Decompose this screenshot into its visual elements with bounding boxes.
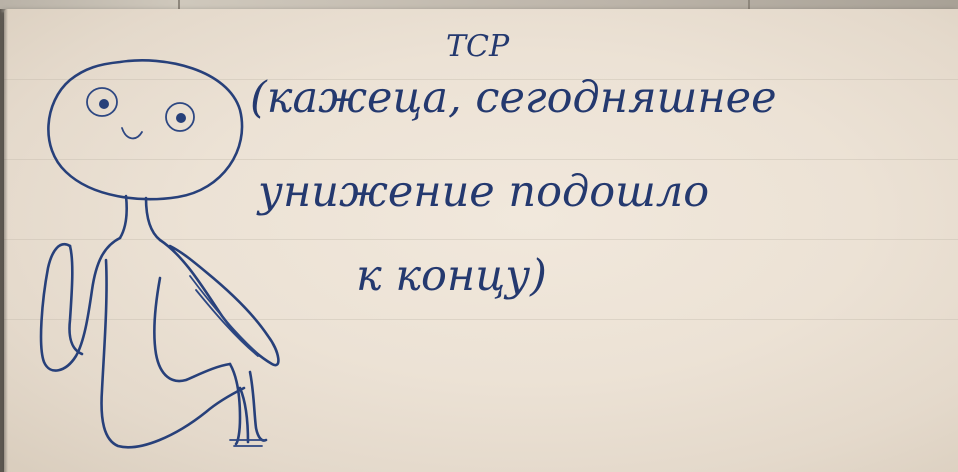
figure-right-pupil (176, 113, 186, 123)
figure-raised-arm (41, 238, 120, 371)
doodle-figure (41, 60, 278, 447)
figure-neck (146, 198, 160, 240)
figure-neck (120, 196, 127, 238)
figure-leg (230, 364, 240, 444)
note-annotation: ТСР (446, 29, 510, 64)
note-message-line-2: унижение подошло (258, 167, 710, 217)
figure-body (102, 260, 244, 447)
figure-arm (160, 240, 278, 365)
figure-raised-arm (70, 246, 83, 354)
figure-foot (230, 440, 264, 446)
figure-left-pupil (99, 99, 109, 109)
note-message-line-1: (кажеца, сегодняшнее (250, 73, 777, 123)
figure-head (48, 60, 242, 199)
note-message-line-3: к концу) (356, 251, 547, 301)
figure-body (154, 278, 230, 381)
figure-mouth (122, 128, 142, 138)
figure-leg (250, 372, 266, 441)
